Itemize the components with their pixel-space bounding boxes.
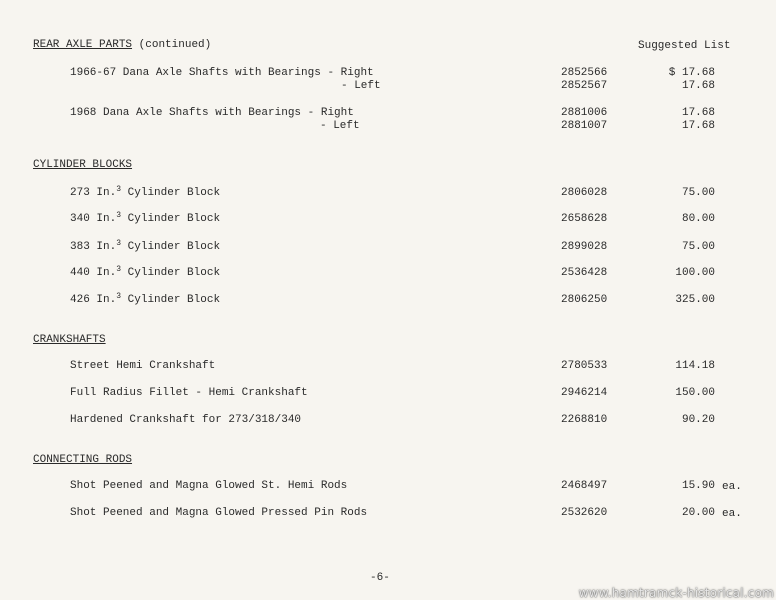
cylinder-block-1-desc: 273 In.$^3$ Cylinder Block xyxy=(70,185,221,199)
cylinder-block-4-price: 100.00 xyxy=(675,267,715,279)
rear-axle-item-1-price-right: $ 17.68 xyxy=(668,67,715,79)
cylinder-block-5-desc: 426 In.$^3$ Cylinder Block xyxy=(70,292,221,306)
cylinder-block-4-desc: 440 In.$^3$ Cylinder Block xyxy=(70,265,221,279)
section-title-cylinder-blocks: CYLINDER BLOCKS xyxy=(33,159,133,171)
crankshaft-2-part: 2946214 xyxy=(561,387,608,399)
connecting-rod-1-price: 15.90 xyxy=(681,480,715,492)
rear-axle-item-2-part-left: 2881007 xyxy=(561,120,608,132)
connecting-rod-1-unit: ea. xyxy=(722,481,742,493)
crankshaft-3-price: 90.20 xyxy=(681,414,715,426)
section-title-connecting-rods: CONNECTING RODS xyxy=(33,454,133,466)
crankshaft-3-desc: Hardened Crankshaft for 273/318/340 xyxy=(70,414,302,426)
crankshaft-1-desc: Street Hemi Crankshaft xyxy=(70,360,216,372)
cylinder-block-3-price: 75.00 xyxy=(681,241,715,253)
continued-label: (continued) xyxy=(138,39,212,51)
cylinder-block-1-price: 75.00 xyxy=(681,187,715,199)
cylinder-block-2-price: 80.00 xyxy=(681,213,715,225)
connecting-rod-2-part: 2532620 xyxy=(561,507,608,519)
crankshaft-2-desc: Full Radius Fillet - Hemi Crankshaft xyxy=(70,387,308,399)
cylinder-block-3-part: 2899028 xyxy=(561,241,608,253)
suggested-list-header: Suggested List xyxy=(638,40,731,52)
crankshaft-2-price: 150.00 xyxy=(675,387,715,399)
cylinder-block-5-part: 2806250 xyxy=(561,294,608,306)
connecting-rod-1-desc: Shot Peened and Magna Glowed St. Hemi Rods xyxy=(70,480,348,492)
crankshaft-1-price: 114.18 xyxy=(675,360,715,372)
cylinder-block-2-part: 2658628 xyxy=(561,213,608,225)
cylinder-block-5-price: 325.00 xyxy=(675,294,715,306)
rear-axle-item-1-desc: 1966-67 Dana Axle Shafts with Bearings - Right xyxy=(70,67,374,79)
rear-axle-item-1-left: - Left xyxy=(341,80,381,92)
rear-axle-item-2-part-right: 2881006 xyxy=(561,107,608,119)
cylinder-block-3-desc: 383 In.$^3$ Cylinder Block xyxy=(70,239,221,253)
rear-axle-item-2-left: - Left xyxy=(320,120,360,132)
watermark: www.hamtramck-historical.com xyxy=(578,586,774,600)
rear-axle-header xyxy=(33,39,211,52)
rear-axle-item-2-price-left: 17.68 xyxy=(681,120,715,132)
rear-axle-item-2-price-right: 17.68 xyxy=(681,107,715,119)
page-number: -6- xyxy=(370,572,390,584)
crankshaft-1-part: 2780533 xyxy=(561,360,608,372)
cylinder-block-4-part: 2536428 xyxy=(561,267,608,279)
connecting-rod-2-desc: Shot Peened and Magna Glowed Pressed Pin Rods xyxy=(70,507,368,519)
crankshaft-3-part: 2268810 xyxy=(561,414,608,426)
rear-axle-item-1-price-left: 17.68 xyxy=(681,80,715,92)
rear-axle-item-2-desc: 1968 Dana Axle Shafts with Bearings - Right xyxy=(70,107,354,119)
connecting-rod-2-price: 20.00 xyxy=(681,507,715,519)
connecting-rod-1-part: 2468497 xyxy=(561,480,608,492)
cylinder-block-1-part: 2806028 xyxy=(561,187,608,199)
section-title-rear-axle: REAR AXLE PARTS xyxy=(33,39,133,51)
rear-axle-item-1-part-right: 2852566 xyxy=(561,67,608,79)
rear-axle-item-1-part-left: 2852567 xyxy=(561,80,608,92)
cylinder-block-2-desc: 340 In.$^3$ Cylinder Block xyxy=(70,211,221,225)
connecting-rod-2-unit: ea. xyxy=(722,508,742,520)
section-title-crankshafts: CRANKSHAFTS xyxy=(33,334,106,346)
